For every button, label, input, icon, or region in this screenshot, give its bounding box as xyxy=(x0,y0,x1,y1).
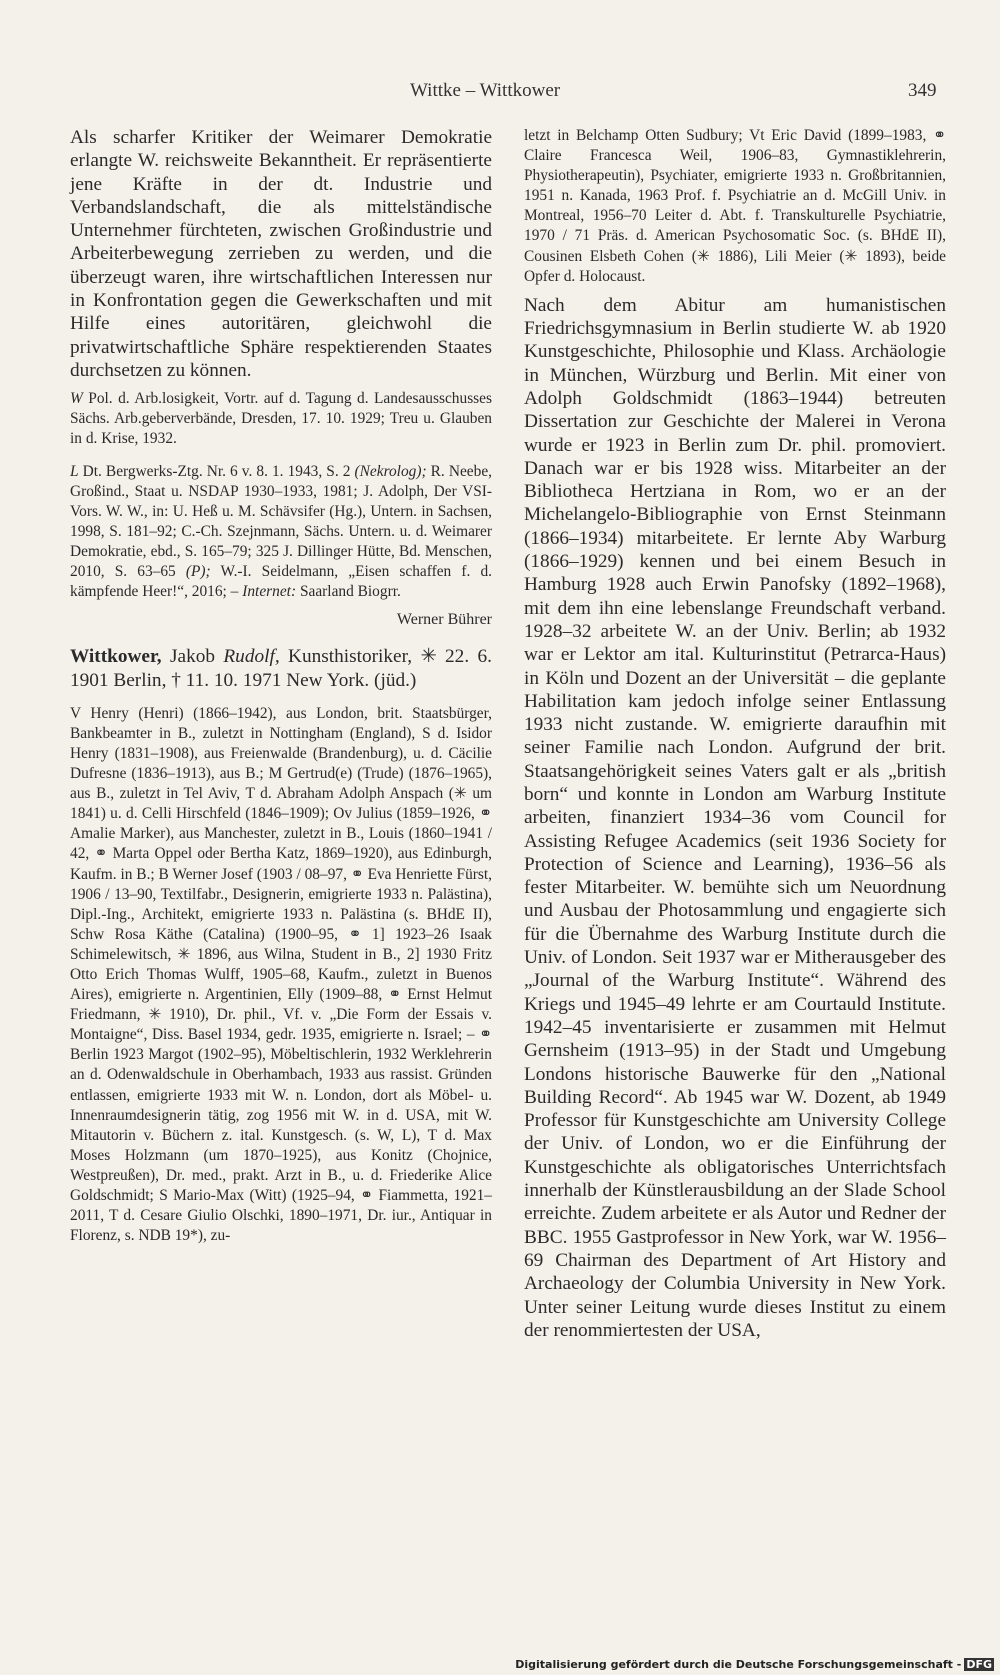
entry-heading xyxy=(70,645,492,692)
literature-text-4: Saarland Biogrr. xyxy=(296,583,401,601)
entry-given-name: Jakob xyxy=(161,646,224,668)
literature-paragraph xyxy=(70,462,492,603)
article-author: Werner Bührer xyxy=(396,611,492,629)
footer-text: Digitalisierung gefördert durch die Deutsche Forschungsgemeinschaft - xyxy=(515,1658,962,1671)
works-label: W xyxy=(70,390,83,408)
works-text: Pol. d. Arb.losigkeit, Vortr. auf d. Tagung d. Landesausschusses Sächs. Arb.geberverbände, Dresden, 17. 10. 1929; Treu u. Glauben in d. Krise, 1932. xyxy=(70,390,492,448)
digitization-footer xyxy=(515,1658,994,1671)
literature-em-2: (P); xyxy=(185,563,211,581)
literature-text-2: R. Neebe, Großind., Staat u. NSDAP 1930–1933, 1981; J. Adolph, Der VSI-Vors. W. W., in: U. Heß u. M. Schävsifer (Hg.), Untern. in Sachsen, 1998, S. 181–92; C.-Ch. Szejnmann, Sächs. Untern. u. d. Weimarer Demokratie, ebd., S. 165–79; 325 J. Dillinger Hütte, Bd. Menschen, 2010, S. 63–65 xyxy=(70,462,492,581)
dfg-logo: DFG xyxy=(966,1658,992,1671)
entry-details: Kunsthistoriker, ✳ 22. 6. 1901 Berlin, † 11. 10. 1971 New York. (jüd.) xyxy=(70,646,493,691)
entry-surname: Wittkower, xyxy=(70,646,162,668)
intro-paragraph: Als scharfer Kritiker der Weimarer Demokratie erlangte W. reichsweite Bekanntheit. Er repräsentierte jene Kräfte in der dt. Industrie und Verbandslandschaft, die als mittelständische Unternehmer fürchteten, zwischen Großindustrie und Arbeiterbewegung zerrieben zu werden, und die überzeugt waren, ihre wirtschaftlichen Interessen nur in Konfrontation gegen die Gewerkschaften und mit Hilfe eines autoritären, gleichwohl die privatwirtschaftliche Sphäre respektierenden Staates durchsetzen zu können. xyxy=(70,127,492,381)
works-paragraph xyxy=(70,389,492,449)
literature-em-3: Internet: xyxy=(242,583,297,601)
family-continuation: letzt in Belchamp Otten Sudbury; Vt Eric David (1899–1983, ⚭ Claire Francesca Weil, 1906–83, Gymnastiklehrerin, Physiotherapeutin), Psychiater, emigrierte 1933 n. Großbritannien, 1951 n. Kanada, 1963 Prof. f. Psychiatrie an d. McGill Univ. in Montreal, 1956–70 Leiter d. Abt. f. Transkulturelle Psychiatrie, 1970 / 71 Präs. d. American Psychosomatic Soc. (s. BHdE II), Cousinen Elsbeth Cohen (✳ 1886), Lili Meier (✳ 1893), beide Opfer d. Holocaust. xyxy=(524,127,946,285)
family-paragraph: V Henry (Henri) (1866–1942), aus London, brit. Staatsbürger, Bankbeamter in B., zuletzt in Nottingham (England), S d. Isidor Henry (1831–1908), aus Freienwalde (Brandenburg), u. d. Cäcilie Dufresne (1836–1913), aus B.; M Gertrud(e) (Trude) (1876–1965), aus B., zuletzt in Tel Aviv, T d. Abraham Adolph Anspach (✳ um 1841) u. d. Celli Hirschfeld (1846–1909); Ov Julius (1859–1926, ⚭ Amalie Marker), aus Manchester, zuletzt in B., Louis (1860–1941 / 42, ⚭ Marta Oppel oder Bertha Katz, 1869–1920), aus Edinburgh, Kaufm. in B.; B Werner Josef (1903 / 08–97, ⚭ Eva Henriette Fürst, 1906 / 13–90, Textilfabr., Designerin, emigrierte 1933 n. Palästina), Dipl.-Ing., Architekt, emigrierte 1933 n. Palästina (s. BHdE II), Schw Rosa Käthe (Catalina) (1900–95, ⚭ 1] 1923–26 Isaak Schimelewitsch, ✳ 1896, aus Wilna, Student in B., 2] 1930 Fritz Otto Erich Thomas Wulff, 1905–68, Kaufm., zuletzt in Buenos Aires), emigrierte n. Argentinien, Elly (1909–88, ⚭ Ernst Helmut Friedmann, ✳ 1910), Dr. phil., Vf. v. „Die Form der Essais v. Montaigne“, Diss. Basel 1934, gedr. 1935, emigrierte n. Israel; – ⚭ Berlin 1923 Margot (1902–95), Möbeltischlerin, 1932 Werklehrerin an d. Odenwaldschule in Oberhambach, 1933 aus rassist. Gründen entlassen, emigrierte 1933 mit W. n. London, dort als Möbel- u. Innenraumdesignerin tätig, zog 1956 mit W. in d. USA, mit W. Mitautorin v. Büchern z. ital. Kunstgesch. (s. W, L), T d. Max Moses Holzmann (um 1870–1925), aus Konitz (Chojnice, Westpreußen), Dr. med., prakt. Arzt in B., u. d. Friederike Alice Goldschmidt; S Mario-Max (Witt) (1925–94, ⚭ Fiammetta, 1921–2011, T d. Cesare Giulio Olschki, 1890–1971, Dr. iur., Antiquar in Florenz, s. NDB 19*), zu- xyxy=(70,704,492,1245)
right-column xyxy=(524,126,946,1342)
literature-em-1: (Nekrolog); xyxy=(354,462,427,480)
entry-callname: Rudolf, xyxy=(223,646,280,668)
left-column xyxy=(70,126,492,1246)
literature-text-1: Dt. Bergwerks-Ztg. Nr. 6 v. 8. 1. 1943, S. 2 xyxy=(82,462,355,480)
literature-text-3: W.-I. Seidelmann, „Eisen schaffen f. d. kämpfende Heer!“, 2016; – xyxy=(70,563,492,601)
literature-label: L xyxy=(70,462,79,480)
page-number: 349 xyxy=(908,80,937,101)
biography-paragraph: Nach dem Abitur am humanistischen Friedrichsgymnasium in Berlin studierte W. ab 1920 Kunstgeschichte, Philosophie und Klass. Archäologie in München, Würzburg und Berlin. Mit einer von Adolph Goldschmidt (1863–1944) betreuten Dissertation zur Geschichte der Malerei in Verona wurde er 1923 in Berlin zum Dr. phil. promoviert. Danach war er bis 1928 wiss. Mitarbeiter an der Bibliotheca Hertziana in Rom, wo er an der Michelangelo-Bibliographie von Ernst Steinmann (1866–1934) mitarbeitete. Er lernte Aby Warburg (1866–1929) kennen und bei einem Besuch in Hamburg 1928 auch Erwin Panofsky (1892–1968), mit dem ihn eine lebenslange Freundschaft verband. 1928–32 arbeitete W. an der Univ. Berlin; ab 1932 war er Lektor am ital. Kulturinstitut (Petrarca-Haus) in Köln und Dozent an der Universität – die geplante Habilitation kam jedoch infolge seiner Entlassung 1933 nicht zustande. W. emigrierte daraufhin mit seiner Familie nach London. Aufgrund der brit. Staatsangehörigkeit seines Vaters galt er als „british born“ und konnte in London am Warburg Institute arbeiten, finanziert 1934–36 vom Council for Assisting Refugee Academics (seit 1936 Society for Protection of Science and Learning), 1936–56 als fester Mitarbeiter. W. bemühte sich um Neuordnung und Ausbau der Photosammlung und engagierte sich für die Übernahme des Warburg Institute durch die Univ. of London. Seit 1937 war er Mitherausgeber des „Journal of the Warburg Institute“. Während des Kriegs und 1945–49 lehrte er am Courtauld Institute. 1942–45 inventarisierte er zusammen mit Helmut Gernsheim (1913–95) in der Stadt und Umgebung Londons historische Bauwerke für den „National Building Record“. Ab 1945 war W. Dozent, ab 1949 Professor für Kunstgeschichte am University College der Univ. of London, wo er die Einführung der Kunstgeschichte als obligatorisches Unterrichtsfach innerhalb der Künstlerausbildung an der Slade School erreichte. Zudem arbeitete er als Autor und Redner der BBC. 1955 Gastprofessor in New York, war W. 1956–69 Chairman des Department of Art History and Archaeology der Columbia University in New York. Unter seiner Leitung wurde dieses Institut zu einem der renommiertesten der USA, xyxy=(524,294,946,1341)
page-header-title: Wittke – Wittkower xyxy=(410,80,561,101)
